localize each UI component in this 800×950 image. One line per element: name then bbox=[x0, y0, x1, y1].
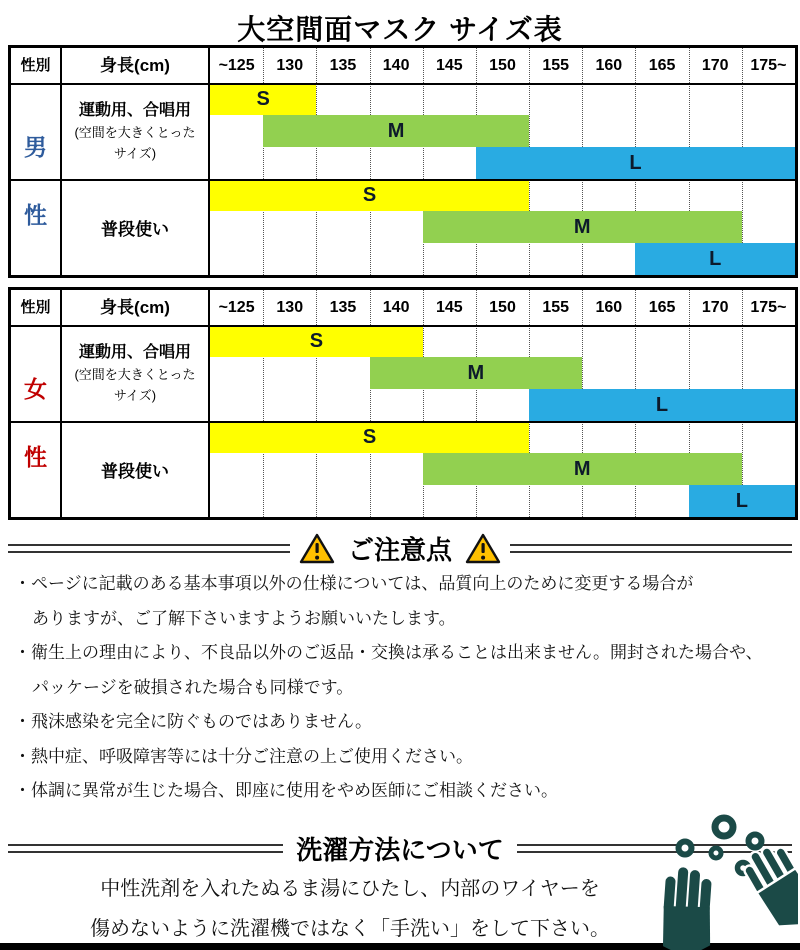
height-column-header-label: 身長(cm) bbox=[100, 298, 170, 317]
height-column-header: 160 bbox=[595, 299, 623, 316]
row-label-sub: (空間を大きくとったサイズ) bbox=[74, 125, 196, 161]
caution-list bbox=[14, 567, 792, 809]
height-column-header: 135 bbox=[329, 57, 357, 74]
row-label-sport-choir bbox=[62, 327, 208, 419]
size-bar-l: L bbox=[529, 389, 795, 421]
row-label-sub: (空間を大きくとったサイズ) bbox=[74, 367, 196, 403]
size-bar-l: L bbox=[635, 243, 795, 275]
washing-heading: 洗濯方法について bbox=[296, 835, 504, 865]
row-label-everyday bbox=[62, 181, 208, 273]
height-column-header: 155 bbox=[542, 299, 570, 316]
height-column-header: 135 bbox=[329, 299, 357, 316]
row-label-main: 普段使い bbox=[101, 461, 169, 481]
gender-column-header: 性別 bbox=[20, 57, 51, 74]
size-bar-m: M bbox=[370, 357, 583, 389]
washing-line: 中性洗剤を入れたぬるま湯にひたし、内部のワイヤーを bbox=[100, 878, 600, 900]
caution-bullet-line: ・ページに記載のある基本事項以外の仕様については、品質向上のために変更する場合が bbox=[14, 574, 694, 593]
gender-char: 性 bbox=[24, 443, 47, 470]
height-column-header: 130 bbox=[276, 299, 304, 316]
height-column-header: 145 bbox=[435, 57, 463, 74]
divider-line bbox=[11, 325, 795, 327]
caution-bullet-line: ・熱中症、呼吸障害等には十分ご注意の上ご使用ください。 bbox=[14, 746, 473, 766]
gender-char: 性 bbox=[24, 201, 47, 228]
gender-char: 男 bbox=[24, 133, 47, 160]
height-column-header: 175~ bbox=[750, 299, 787, 316]
washing-line: 傷めないように洗濯機ではなく「手洗い」をして下さい。 bbox=[90, 918, 610, 940]
size-bar-l: L bbox=[476, 147, 795, 179]
size-bar-m: M bbox=[263, 115, 529, 147]
caution-bullet-line: ・衛生上の理由により、不良品以外のご返品・交換は承ることは出来ません。開封された場合や、 bbox=[14, 643, 763, 662]
caution-heading-row bbox=[0, 530, 800, 567]
gender-column-header: 性別 bbox=[20, 299, 51, 316]
caution-bullet-line: ・飛沫感染を完全に防ぐものではありません。 bbox=[14, 712, 373, 731]
height-column-header: 130 bbox=[276, 57, 304, 74]
height-column-header: ~125 bbox=[218, 57, 255, 74]
caution-bullet-line: ・体調に異常が生じた場合、即座に使用をやめ医師にご相談ください。 bbox=[14, 781, 558, 800]
caution-heading: ご注意点 bbox=[348, 535, 453, 565]
size-bar-m: M bbox=[423, 211, 742, 243]
size-bar-s: S bbox=[210, 421, 529, 453]
height-column-header: 145 bbox=[435, 299, 463, 316]
double-rule bbox=[510, 544, 792, 553]
washing-instructions bbox=[30, 869, 670, 949]
row-label-main: 運動用、合唱用 bbox=[78, 102, 191, 120]
height-column-header: 170 bbox=[701, 57, 729, 74]
gender-char: 女 bbox=[24, 375, 47, 402]
height-column-header: 155 bbox=[542, 57, 570, 74]
divider-line bbox=[11, 179, 795, 181]
size-table-women bbox=[8, 287, 798, 520]
row-label-main: 運動用、合唱用 bbox=[78, 344, 191, 362]
row-label-sport-choir bbox=[62, 85, 208, 177]
height-column-header: ~125 bbox=[218, 299, 255, 316]
size-bar-s: S bbox=[210, 179, 529, 211]
row-label-main: 普段使い bbox=[101, 219, 169, 239]
size-bar-s: S bbox=[210, 325, 423, 357]
height-column-header-label: 身長(cm) bbox=[100, 56, 170, 75]
divider-line bbox=[11, 421, 795, 423]
height-column-header: 175~ bbox=[750, 57, 787, 74]
height-column-header: 170 bbox=[701, 299, 729, 316]
divider-line bbox=[11, 83, 795, 85]
height-column-header: 150 bbox=[489, 299, 516, 316]
size-bar-s: S bbox=[210, 83, 316, 115]
caution-bullet-line: パッケージを破損された場合も同様です。 bbox=[32, 677, 354, 697]
double-rule bbox=[8, 844, 283, 853]
row-label-everyday bbox=[62, 423, 208, 515]
double-rule bbox=[8, 544, 290, 553]
hand-washing-icon bbox=[658, 812, 798, 950]
caution-bullet-line: ありますが、ご了解下さいますようお願いいたします。 bbox=[32, 608, 456, 628]
size-bar-l: L bbox=[689, 485, 795, 517]
warning-triangle-icon bbox=[465, 533, 501, 565]
size-bar-m: M bbox=[423, 453, 742, 485]
page-title: 大空間面マスク サイズ表 bbox=[237, 14, 563, 45]
size-table-men bbox=[8, 45, 798, 278]
warning-triangle-icon bbox=[299, 533, 335, 565]
height-column-header: 140 bbox=[382, 299, 410, 316]
height-column-header: 150 bbox=[489, 57, 516, 74]
height-column-header: 140 bbox=[382, 57, 410, 74]
height-column-header: 165 bbox=[648, 299, 676, 316]
height-column-header: 165 bbox=[648, 57, 676, 74]
height-column-header: 160 bbox=[595, 57, 623, 74]
